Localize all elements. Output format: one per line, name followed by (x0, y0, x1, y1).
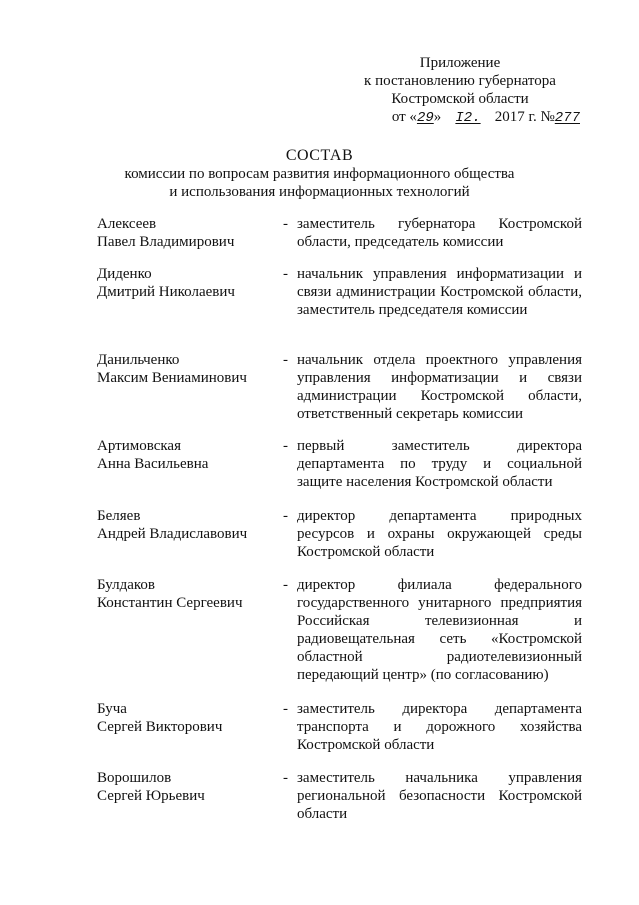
member-dash: - (283, 508, 288, 524)
member-name (97, 507, 277, 543)
member-name (97, 351, 277, 387)
member-dash: - (283, 438, 288, 454)
member-given-name: Сергей Юрьевич (97, 788, 205, 804)
page-title: СОСТАВ (285, 147, 354, 164)
member-dash: - (283, 770, 288, 786)
member-given-name: Максим Вениаминович (97, 370, 247, 386)
member-name (97, 437, 277, 473)
title-block (0, 147, 639, 201)
page-subtitle-line2: и использования информационных технологий (169, 184, 470, 200)
member-dash: - (283, 701, 288, 717)
date-mid: » (433, 109, 442, 125)
appendix-region: Костромской области (391, 91, 529, 107)
member-given-name: Константин Сергеевич (97, 595, 243, 611)
member-surname: Булдаков (97, 577, 155, 593)
member-given-name: Сергей Викторович (97, 719, 223, 735)
member-role: заместитель губернатора Костромской области, председатель комиссии (297, 216, 582, 250)
member-surname: Данильченко (97, 352, 180, 368)
member-given-name: Анна Васильевна (97, 456, 209, 472)
member-role: заместитель начальника управления региональной безопасности Костромской области (297, 770, 582, 822)
member-role: директор филиала федерального государственного унитарного предприятия Российская телевизионная и радиовещательная сеть «Костромской областной радиотелевизионный передающий центр» (по согласованию) (297, 577, 582, 683)
member-dash: - (283, 216, 288, 232)
member-given-name: Павел Владимирович (97, 234, 235, 250)
decree-number: 277 (554, 110, 580, 126)
member-name (97, 265, 277, 301)
member-surname: Беляев (97, 508, 141, 524)
member-dash: - (283, 266, 288, 282)
member-role: директор департамента природных ресурсов и охраны окружающей среды Костромской области (297, 508, 582, 560)
member-role: первый заместитель директора департамента по труду и социальной защите населения Костромской области (297, 438, 582, 490)
appendix-label: Приложение (419, 55, 501, 71)
member-role: начальник управления информатизации и связи администрации Костромской области, заместитель председателя комиссии (297, 266, 582, 318)
member-role: заместитель директора департамента транспорта и дорожного хозяйства Костромской области (297, 701, 582, 753)
member-given-name: Дмитрий Николаевич (97, 284, 235, 300)
appendix-date-line (340, 108, 580, 127)
member-surname: Артимовская (97, 438, 181, 454)
member-name (97, 769, 277, 805)
member-name (97, 700, 277, 736)
member-surname: Буча (97, 701, 127, 717)
member-dash: - (283, 577, 288, 593)
member-given-name: Андрей Владиславович (97, 526, 248, 542)
member-surname: Диденко (97, 266, 152, 282)
appendix-header (340, 54, 580, 127)
date-month: I2. (455, 110, 481, 126)
member-role: начальник отдела проектного управления управления информатизации и связи администрации Костромской области, ответственный секретарь комиссии (297, 352, 582, 422)
member-name (97, 576, 277, 612)
page-subtitle-line1: комиссии по вопросам развития информационного общества (124, 166, 515, 182)
date-year: 2017 г. № (494, 109, 555, 125)
appendix-decree-ref: к постановлению губернатора (364, 73, 556, 89)
date-day: 29 (416, 110, 434, 126)
member-surname: Алексеев (97, 216, 157, 232)
member-surname: Ворошилов (97, 770, 172, 786)
member-name (97, 215, 277, 251)
member-dash: - (283, 352, 288, 368)
date-prefix: от « (391, 109, 417, 125)
